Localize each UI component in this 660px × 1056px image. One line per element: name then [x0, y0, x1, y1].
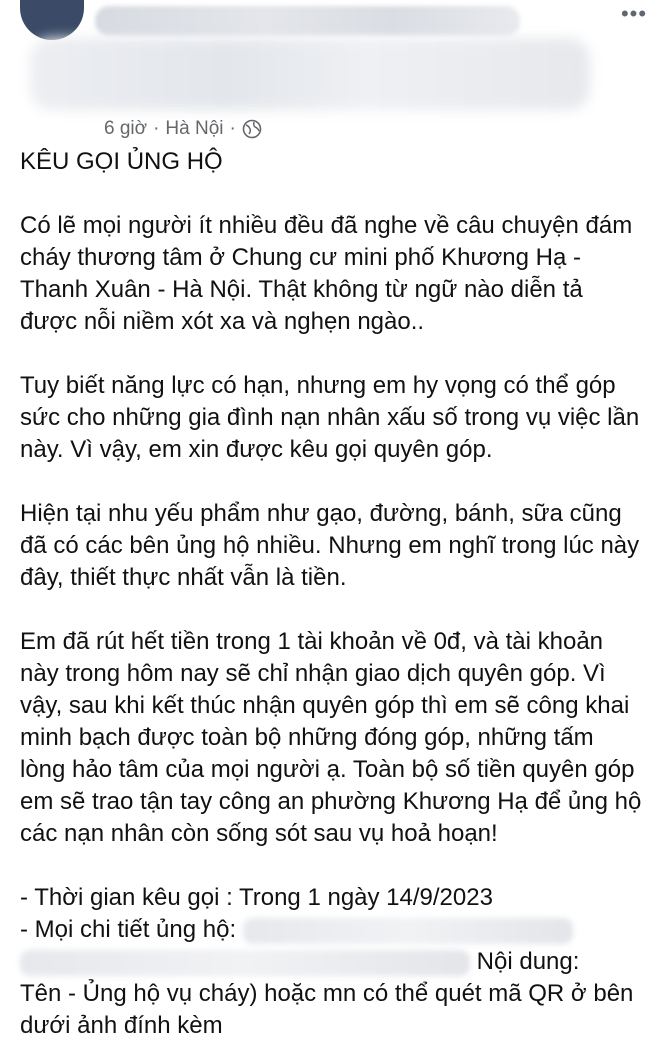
post-line-detail	[20, 914, 644, 946]
post-header	[0, 0, 660, 112]
redacted-author-name	[95, 6, 520, 36]
redacted-area	[30, 38, 590, 110]
post-location: Hà Nội	[165, 118, 224, 139]
post-line-time: - Thời gian kêu gọi : Trong 1 ngày 14/9/2023	[20, 884, 493, 911]
redacted-account	[20, 950, 470, 976]
post-meta	[104, 117, 262, 141]
avatar[interactable]	[20, 0, 84, 40]
meta-separator: ·	[229, 118, 236, 139]
post-paragraph: Có lẽ mọi người ít nhiều đều đã nghe về câu chuyện đám cháy thương tâm ở Chung cư mini phố Khương Hạ - Thanh Xuân - Hà Nội. Thật không từ ngữ nào diễn tả được nỗi niềm xót xa và nghẹn ngào..	[20, 212, 633, 335]
post-time[interactable]: 6 giờ	[104, 118, 148, 139]
redacted-account	[243, 918, 573, 944]
ellipsis-icon[interactable]: •••	[620, 1, 648, 26]
post-body	[20, 146, 644, 1042]
post-paragraph: Tuy biết năng lực có hạn, nhưng em hy vọng có thể góp sức cho những gia đình nạn nhân xấu số trong vụ việc lần này. Vì vậy, em xin được kêu gọi quyên góp.	[20, 372, 640, 463]
post-line-last: Tên - Ủng hộ vụ cháy) hoặc mn có thể quét mã QR ở bên dưới ảnh đính kèm	[20, 980, 634, 1039]
post-line-content	[20, 946, 644, 978]
globe-icon	[242, 119, 262, 139]
post-paragraph: Hiện tại nhu yếu phẩm như gạo, đường, bánh, sữa cũng đã có các bên ủng hộ nhiều. Nhưng em nghĩ trong lúc này đây, thiết thực nhất vẫn là tiền.	[20, 500, 640, 591]
post-title: KÊU GỌI ỦNG HỘ	[20, 148, 223, 175]
meta-separator: ·	[153, 118, 160, 139]
detail-prefix: - Mọi chi tiết ủng hộ:	[20, 916, 243, 943]
content-suffix: Nội dung:	[476, 948, 580, 975]
post-paragraph: Em đã rút hết tiền trong 1 tài khoản về 0đ, và tài khoản này trong hôm nay sẽ chỉ nhận giao dịch quyên góp. Vì vậy, sau khi kết thúc nhận quyên góp thì em sẽ công khai minh bạch được toàn bộ những đóng góp, những tấm lòng hảo tâm của mọi người ạ. Toàn bộ số tiền quyên góp em sẽ trao tận tay công an phường Khương Hạ để ủng hộ các nạn nhân còn sống sót sau vụ hoả hoạn!	[20, 628, 642, 847]
